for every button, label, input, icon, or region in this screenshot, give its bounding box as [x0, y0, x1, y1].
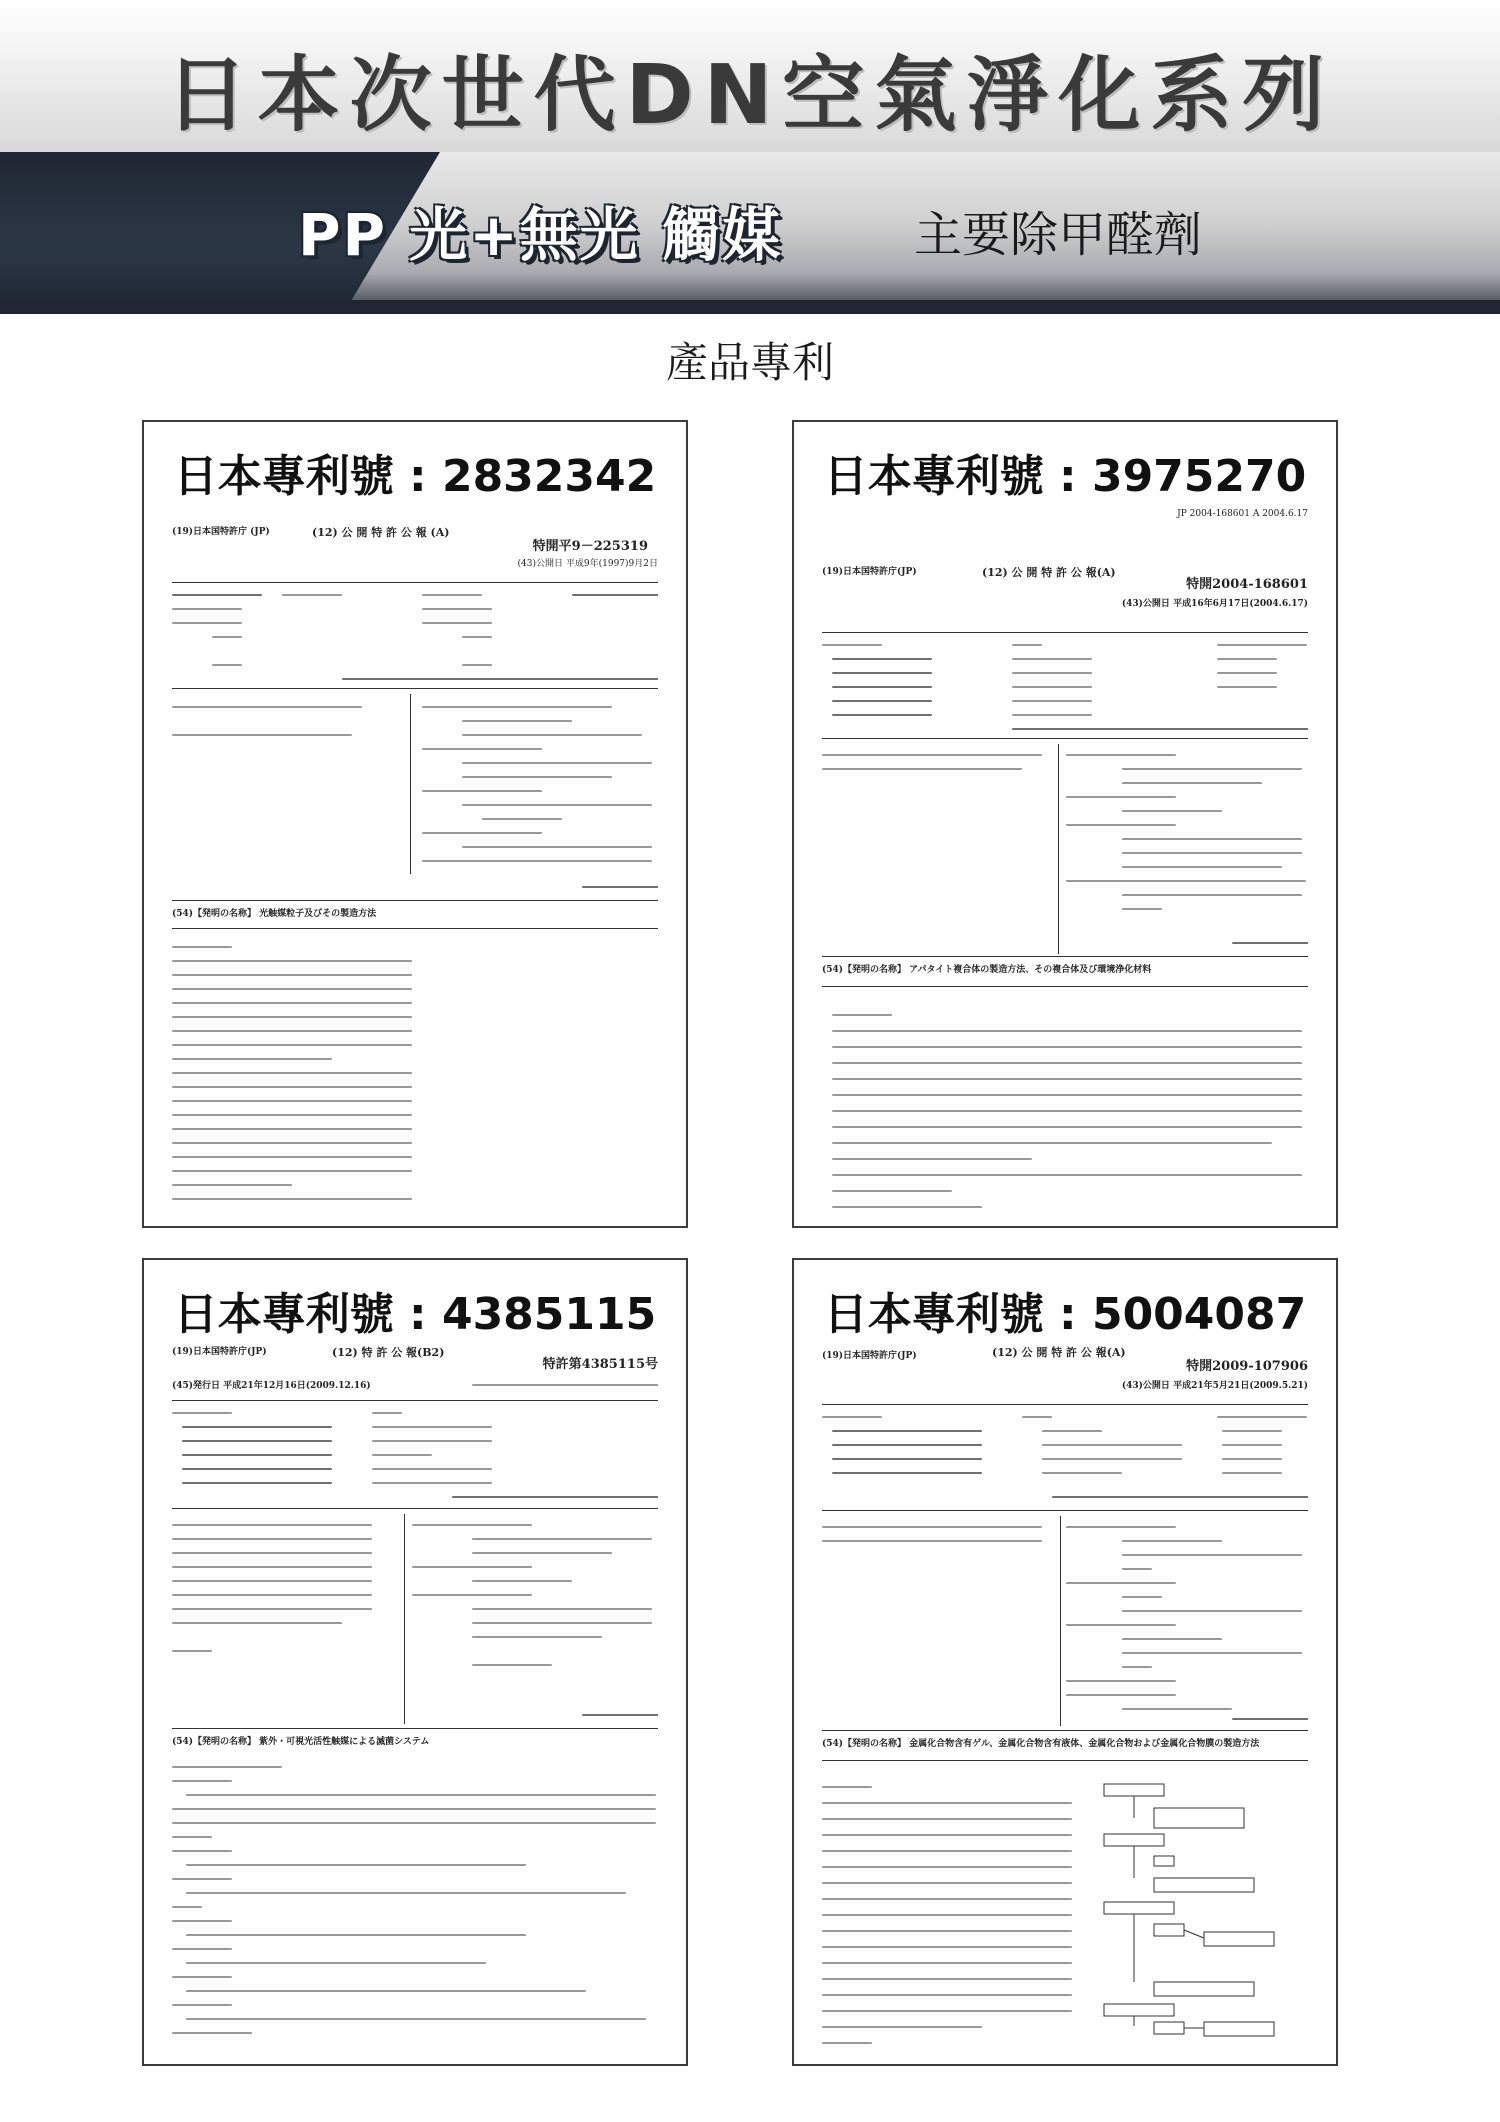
patent-publication-number: 特許第4385115号: [542, 1357, 658, 1372]
patent-publication-date: (43)公開日 平成21年5月21日(2009.5.21): [1121, 1381, 1308, 1391]
patent-card-4: [792, 1258, 1338, 2066]
patent-card-1: [142, 420, 688, 1228]
patent-publication-date: (43)公開日 平成9年(1997)9月2日: [517, 559, 658, 569]
patent-office: (19)日本国特許庁(JP): [172, 1347, 267, 1357]
patent-document: [172, 508, 658, 1212]
patent-kind: (12) 公 開 特 許 公 報(A): [982, 566, 1116, 579]
product-name: PP 光+無光 觸媒: [298, 201, 783, 269]
product-function: 主要除甲醛劑: [914, 207, 1203, 263]
invention-title: (54)【発明の名称】 紫外・可視光活性触媒による滅菌システム: [172, 1737, 430, 1747]
patent-number-title: 日本專利號 : 4385115: [173, 1289, 657, 1340]
patent-kind: (12) 公 開 特 許 公 報 (A): [312, 526, 450, 539]
patent-number-title: 日本專利號 : 5004087: [823, 1289, 1307, 1340]
patent-office: (19)日本国特許庁(JP): [822, 567, 917, 577]
invention-title: (54)【発明の名称】 光触媒粒子及びその製造方法: [172, 909, 377, 919]
patent-number-title: 日本專利號 : 3975270: [823, 451, 1307, 502]
patent-publication-number: 特開2004-168601: [1186, 577, 1308, 592]
section-title: 產品專利: [665, 338, 834, 387]
patent-publication-number: 特開平9－225319: [532, 539, 648, 554]
patent-publication-number: 特開2009-107906: [1186, 1359, 1308, 1374]
patent-office: (19)日本国特許庁 (JP): [172, 527, 270, 537]
invention-title: (54)【発明の名称】 アパタイト複合体の製造方法、その複合体及び環境浄化材料: [822, 965, 1152, 975]
patent-document: [822, 1346, 1308, 2050]
patent-office: (19)日本国特許庁(JP): [822, 1351, 917, 1361]
patent-kind: (12) 特 許 公 報(B2): [332, 1346, 445, 1359]
process-flow-diagram: [1094, 1782, 1308, 2042]
patent-document: [172, 1346, 658, 2050]
invention-title: (54)【発明の名称】 金属化合物含有ゲル、金属化合物含有液体、金属化合物および金属化合物膜の製造方法: [822, 1739, 1260, 1749]
patent-card-3: [142, 1258, 688, 2066]
subtitle-band-underline: [0, 300, 1500, 314]
patent-publication-date: (43)公開日 平成16年6月17日(2004.6.17): [1121, 599, 1308, 609]
patent-kind: (12) 公 開 特 許 公 報(A): [992, 1346, 1126, 1359]
patent-header-ref: JP 2004-168601 A 2004.6.17: [1177, 509, 1308, 519]
patent-document: [822, 508, 1308, 1212]
patent-card-2: [792, 420, 1338, 1228]
page-title: 日本次世代DN空氣淨化系列: [165, 48, 1335, 143]
patent-number-title: 日本專利號 : 2832342: [173, 451, 657, 502]
patent-publication-date: (45)発行日 平成21年12月16日(2009.12.16): [172, 1381, 371, 1391]
